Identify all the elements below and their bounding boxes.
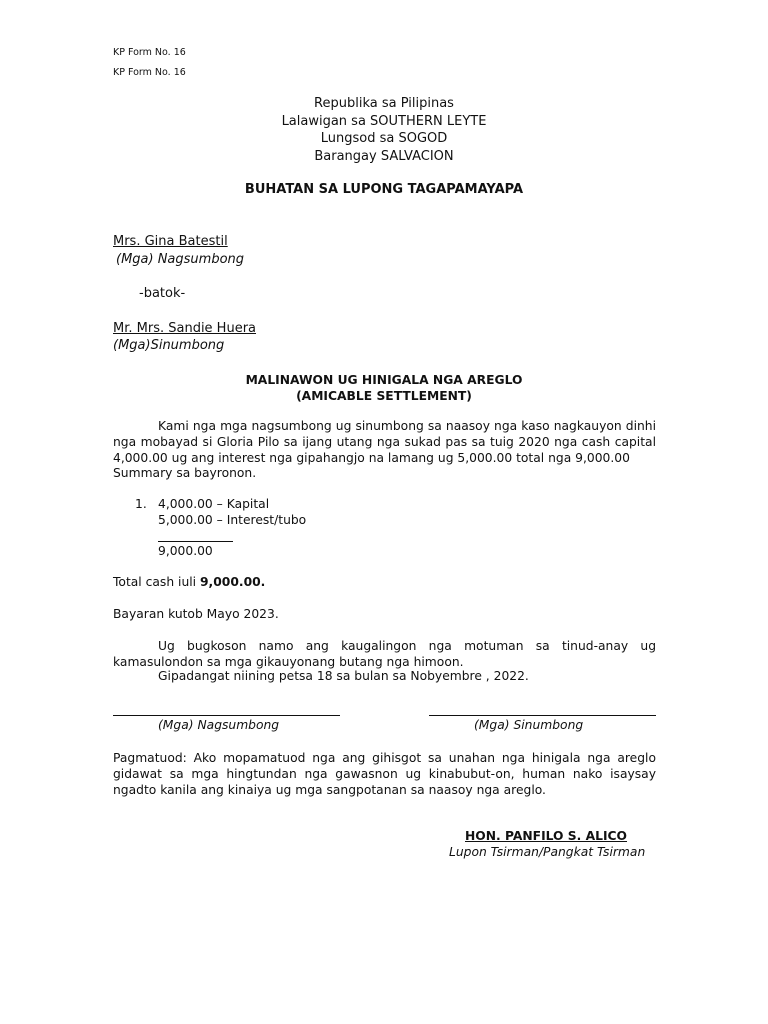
complainant-label: (Mga) Nagsumbong — [116, 252, 245, 267]
office-title: BUHATAN SA LUPONG TAGAPAMAYAPA — [244, 182, 524, 197]
complainant-signature-label: (Mga) Nagsumbong — [158, 718, 280, 732]
official-title: Lupon Tsirman/Pangkat Tsirman — [449, 845, 646, 859]
total-cash-line — [113, 575, 265, 589]
payment-schedule: Bayaran kutob Mayo 2023. — [113, 607, 279, 621]
summary-label: Summary sa bayronon. — [113, 466, 257, 480]
form-number: KP Form No. 16 — [113, 47, 186, 58]
settlement-subtitle: (AMICABLE SETTLEMENT) — [296, 389, 472, 403]
barangay-line: Barangay SALVACION — [314, 149, 454, 164]
respondent-label: (Mga)Sinumbong — [113, 338, 225, 353]
form-number-repeat: KP Form No. 16 — [113, 67, 186, 78]
province-line: Lalawigan sa SOUTHERN LEYTE — [281, 114, 487, 129]
respondent-name: Mr. Mrs. Sandie Huera — [113, 321, 257, 336]
capital-amount: 4,000.00 – Kapital — [158, 497, 270, 511]
total-cash-amount: 9,000.00. — [200, 575, 266, 589]
official-name: HON. PANFILO S. ALICO — [465, 829, 628, 843]
respondent-signature-line — [429, 715, 656, 716]
complainant-name: Mrs. Gina Batestil — [113, 234, 228, 249]
city-line: Lungsod sa SOGOD — [320, 131, 448, 146]
versus-label: -batok- — [139, 286, 186, 301]
republic-line: Republika sa Pilipinas — [314, 96, 454, 111]
list-number: 1. — [135, 497, 147, 511]
complainant-signature-line — [113, 715, 340, 716]
total-cash-label: Total cash iuli — [113, 575, 197, 589]
breakdown-total: 9,000.00 — [158, 544, 213, 558]
interest-amount: 5,000.00 – Interest/tubo — [158, 513, 307, 527]
agreement-paragraph: Ug bugkoson namo ang kaugalingon nga motuman sa tinud-anay ug kamasulondon sa mga gikauyonang butang nga himoon. — [113, 639, 656, 669]
sum-underline — [158, 541, 233, 542]
respondent-signature-label: (Mga) Sinumbong — [474, 718, 584, 732]
signed-date: Gipadangat niining petsa 18 sa bulan sa Nobyembre , 2022. — [158, 669, 529, 683]
attestation-paragraph: Pagmatuod: Ako mopamatuod nga ang gihisgot sa unahan nga hinigala nga areglo gidawat sa mga hingtundan nga gawasnon ug kinabubut-on, human nako isaysay ngadto kanila ang kinaiya ug mga sangpotanan sa naasoy nga areglo. — [113, 751, 656, 797]
settlement-intro: Kami nga mga nagsumbong ug sinumbong sa naasoy nga kaso nagkauyon dinhi nga mobayad si Gloria Pilo sa ijang utang nga sukad pas sa tuig 2020 nga cash capital 4,000.00 ug ang interest nga gipahangjo na lamang ug 5,000.00 total nga 9,000.00 — [113, 419, 656, 465]
settlement-title: MALINAWON UG HINIGALA NGA AREGLO — [245, 373, 523, 387]
